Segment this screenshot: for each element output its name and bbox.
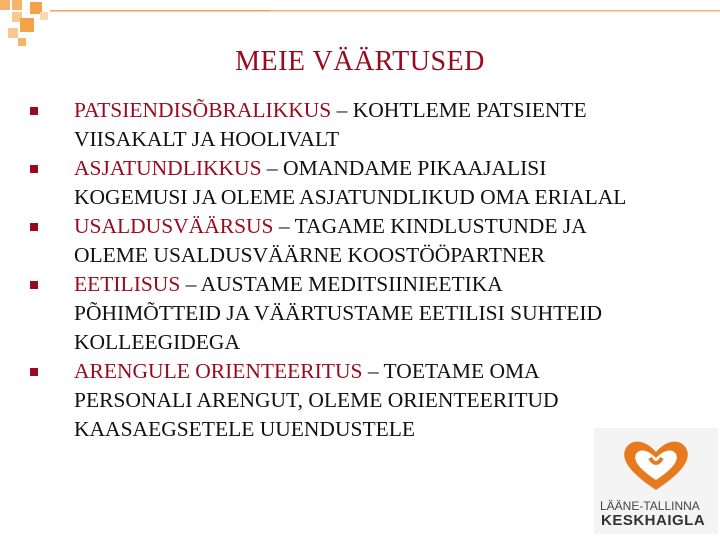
list-item xyxy=(30,154,650,212)
value-description: – KOHTLEME PATSIENTE VIISAKALT JA HOOLIVALT xyxy=(74,98,587,151)
slide-title: MEIE VÄÄRTUSED xyxy=(235,46,485,77)
deco-square xyxy=(0,0,10,10)
value-description: – OMANDAME PIKAAJALISI KOGEMUSI JA OLEME ASJATUNDLIKUD OMA ERIALAL xyxy=(74,156,627,209)
value-term: ASJATUNDLIKKUS xyxy=(74,156,262,180)
list-item xyxy=(30,357,650,444)
value-term: USALDUSVÄÄRSUS xyxy=(74,214,274,238)
logo-text-line2: KESKHAIGLA xyxy=(601,512,706,529)
bullet-square-icon xyxy=(30,107,38,115)
bullet-square-icon xyxy=(30,165,38,173)
deco-square xyxy=(8,28,18,38)
list-item xyxy=(30,212,650,270)
value-term: PATSIENDISÕBRALIKKUS xyxy=(74,98,332,122)
list-item xyxy=(30,270,650,357)
deco-square xyxy=(18,38,26,46)
deco-square xyxy=(12,0,22,10)
deco-line xyxy=(50,10,270,12)
value-term: ARENGULE ORIENTEERITUS xyxy=(74,359,363,383)
bullet-square-icon xyxy=(30,368,38,376)
value-description: – TOETAME OMA PERSONALI ARENGUT, OLEME ORIENTEERITUD KAASAEGSETELE UUENDUSTELE xyxy=(74,359,559,441)
value-term: EETILISUS xyxy=(74,272,181,296)
list-item xyxy=(30,96,650,154)
deco-square xyxy=(20,18,34,32)
bullet-square-icon xyxy=(30,223,38,231)
value-description: – TAGAME KINDLUSTUNDE JA OLEME USALDUSVÄÄRNE KOOSTÖÖPARTNER xyxy=(74,214,586,267)
logo-text-line1: LÄÄNE-TALLINNA xyxy=(600,499,700,513)
bullet-square-icon xyxy=(30,281,38,289)
deco-square xyxy=(40,12,48,20)
value-description: – AUSTAME MEDITSIINIEETIKA PÕHIMÕTTEID JA VÄÄRTUSTAME EETILISI SUHTEID KOLLEEGIDEGA xyxy=(74,272,603,354)
values-list xyxy=(30,96,650,444)
